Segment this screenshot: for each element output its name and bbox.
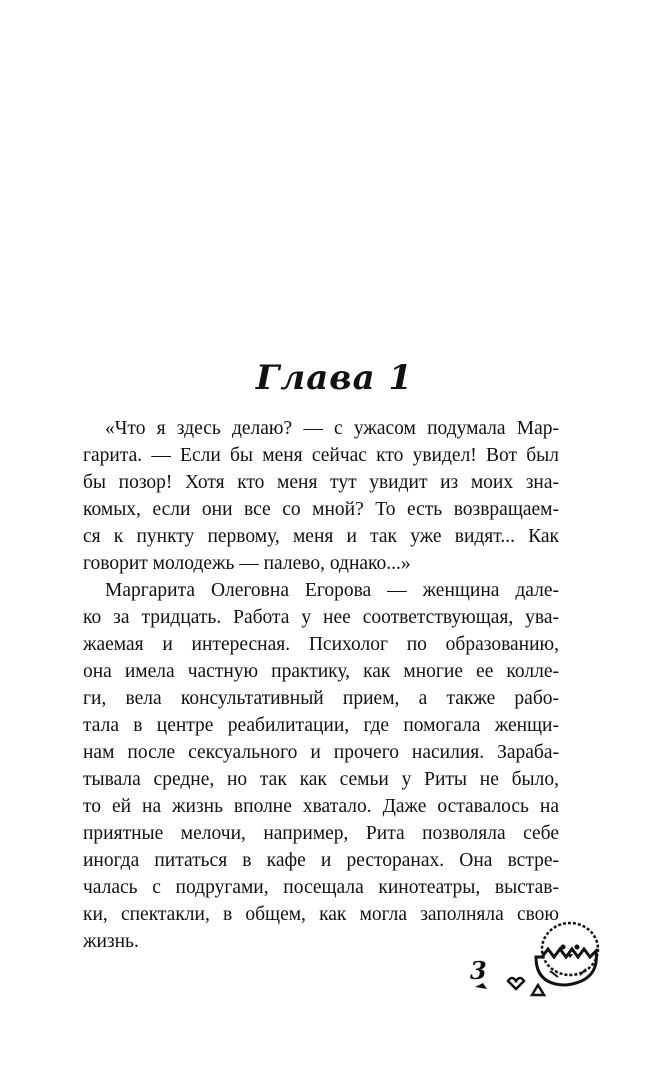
chapter-title: Глава 1 xyxy=(255,358,414,398)
text-line: то ей на жизнь вполне хватало. Даже оставалось на xyxy=(83,796,559,817)
text-line: бы позор! Хотя кто меня тут увидит из моих зна- xyxy=(83,472,559,493)
text-line: гарита. — Если бы меня сейчас кто увидел! Вот был xyxy=(83,445,559,466)
text-line: говорит молодежь — палево, однако...» xyxy=(83,553,411,574)
text-line: чалась с подругами, посещала кинотеатры, выстав- xyxy=(83,877,559,898)
text-line: иногда питаться в кафе и ресторанах. Она встре- xyxy=(83,850,559,871)
page-number: 3 xyxy=(470,956,487,985)
text-line: она имела частную практику, как многие ее колле- xyxy=(83,661,559,682)
chick-in-eggshell-icon xyxy=(470,905,630,1005)
text-line: нам после сексуального и прочего насилия. Зараба- xyxy=(83,742,559,763)
text-line: ки, спектакли, в общем, как могла заполняла свою xyxy=(83,904,559,925)
text-line: «Что я здесь делаю? — с ужасом подумала Мар- xyxy=(105,418,559,439)
text-line: ся к пункту первому, меня и так уже видят... Как xyxy=(83,526,559,547)
text-line: тала в центре реабилитации, где помогала женщи- xyxy=(83,715,559,736)
text-line: приятные мелочи, например, Рита позволяла себе xyxy=(83,823,559,844)
text-line: ги, вела консультативный прием, а также рабо- xyxy=(83,688,559,709)
text-line: Маргарита Олеговна Егорова — женщина дале- xyxy=(105,580,559,601)
text-line: жизнь. xyxy=(83,931,139,952)
text-line: комых, если они все со мной? То есть возвращаем- xyxy=(83,499,559,520)
text-line: жаемая и интересная. Психолог по образованию, xyxy=(83,634,559,655)
text-line: ко за тридцать. Работа у нее соответствующая, ува- xyxy=(83,607,559,628)
text-line: тывала средне, но так как семьи у Риты не было, xyxy=(83,769,559,790)
